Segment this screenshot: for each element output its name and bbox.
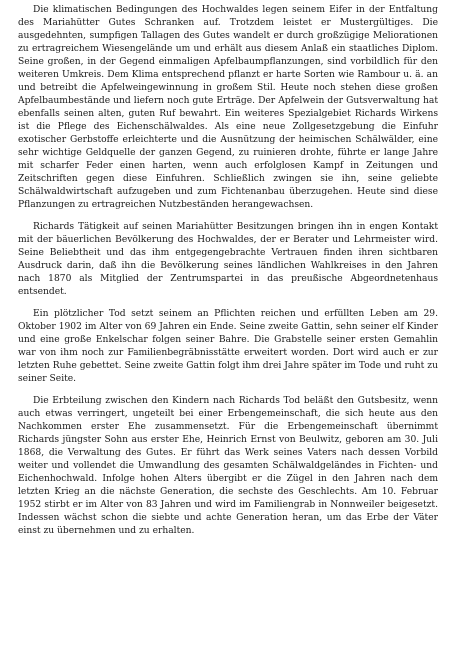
- paragraph-4: Die Erbteilung zwischen den Kindern nach Richards Tod beläßt den Gutsbesitz, wenn auch etwas verringert, ungeteilt bei einer Erbengemeinschaft, die sich heute aus den Nachkommen erster Ehe zusammensetzt. Für die Erbengemeinschaft übernimmt Richards jüngster Sohn aus erster Ehe, Heinrich Ernst von Beulwitz, geboren am 30. Juli 1868, die Verwaltung des Gutes. Er führt das Werk seines Vaters nach dessen Vorbild weiter und vollendet die Umwandlung des gesamten Schälwaldgeländes in Fichten- und Eichenhochwald. Infolge hohen Alters übergibt er die Zügel in den Jahren nach dem letzten Krieg an die nächste Generation, die sechste des Geschlechts. Am 10. Februar 1952 stirbt er im Alter von 83 Jahren und wird im Familiengrab in Nonnweiler beigesetzt. Indessen wächst schon die siebte und achte Generation heran, um das Erbe der Väter einst zu übernehmen und zu erhalten.: [18, 396, 438, 536]
- paragraph-2: Richards Tätigkeit auf seinen Mariahütter Besitzungen bringen ihn in engen Kontakt mit der bäuerlichen Bevölkerung des Hochwaldes, der er Berater und Lehrmeister wird. Seine Beliebtheit und das ihm entgegengebrachte Vertrauen finden ihren sichtbaren Ausdruck darin, daß ihn die Bevölkerung seines ländlichen Wahlkreises in den Jahren nach 1870 als Mitglied der Zentrumspartei in das preußische Abgeordnetenhaus entsendet.: [18, 222, 438, 297]
- paragraph-1: Die klimatischen Bedingungen des Hochwaldes legen seinem Eifer in der Entfaltung des Mariahütter Gutes Schranken auf. Trotzdem leistet er Mustergültiges. Die ausgedehnten, sumpfigen Tallagen des Gutes wandelt er durch großzügige Meliorationen zu ertragreichem Wiesengelände um und erhält aus diesem Anlaß ein staatliches Diplom. Seine großen, in der Gegend einmaligen Apfelbaumpflanzungen, sind vorbildlich für den weiteren Umkreis. Dem Klima entsprechend pflanzt er harte Sorten wie Rambour u. ä. an und betreibt die Apfelweingewinnung in großem Stil. Heute noch stehen diese großen Apfelbaumbestände und liefern noch gute Erträge. Der Apfelwein der Gutsverwaltung hat ebenfalls seinen alten, guten Ruf bewahrt. Ein weiteres Spezialgebiet Richards Wirkens ist die Pflege des Eichenschälwaldes. Als eine neue Zollgesetzgebung die Einfuhr exotischer Gerbstoffe erleichterte und die Ausnützung der heimischen Schälwälder, eine sehr wichtige Geldquelle der ganzen Gegend, zu ruinieren drohte, führte er lange Jahre mit scharfer Feder einen harten, wenn auch erfolglosen Kampf in Zeitungen und Zeitschriften gegen diese Einfuhren. Schließlich zwingen sie ihn, seine geliebte Schälwaldwirtschaft aufzugeben und zum Fichtenanbau überzugehen. Heute sind diese Pflanzungen zu ertragreichen Nutzbeständen herangewachsen.: [18, 5, 438, 210]
- paragraph-3: Ein plötzlicher Tod setzt seinem an Pflichten reichen und erfüllten Leben am 29. Oktober 1902 im Alter von 69 Jahren ein Ende. Seine zweite Gattin, sehn seiner elf Kinder und eine große Enkelschar folgen seiner Bahre. Die Grabstelle seiner ersten Gemahlin war von ihm noch zur Familienbegräbnisstätte erweitert worden. Dort wird auch er zur letzten Ruhe gebettet. Seine zweite Gattin folgt ihm drei Jahre später im Tode und ruht zu seiner Seite.: [18, 309, 438, 384]
- document-page: [18, 4, 438, 538]
